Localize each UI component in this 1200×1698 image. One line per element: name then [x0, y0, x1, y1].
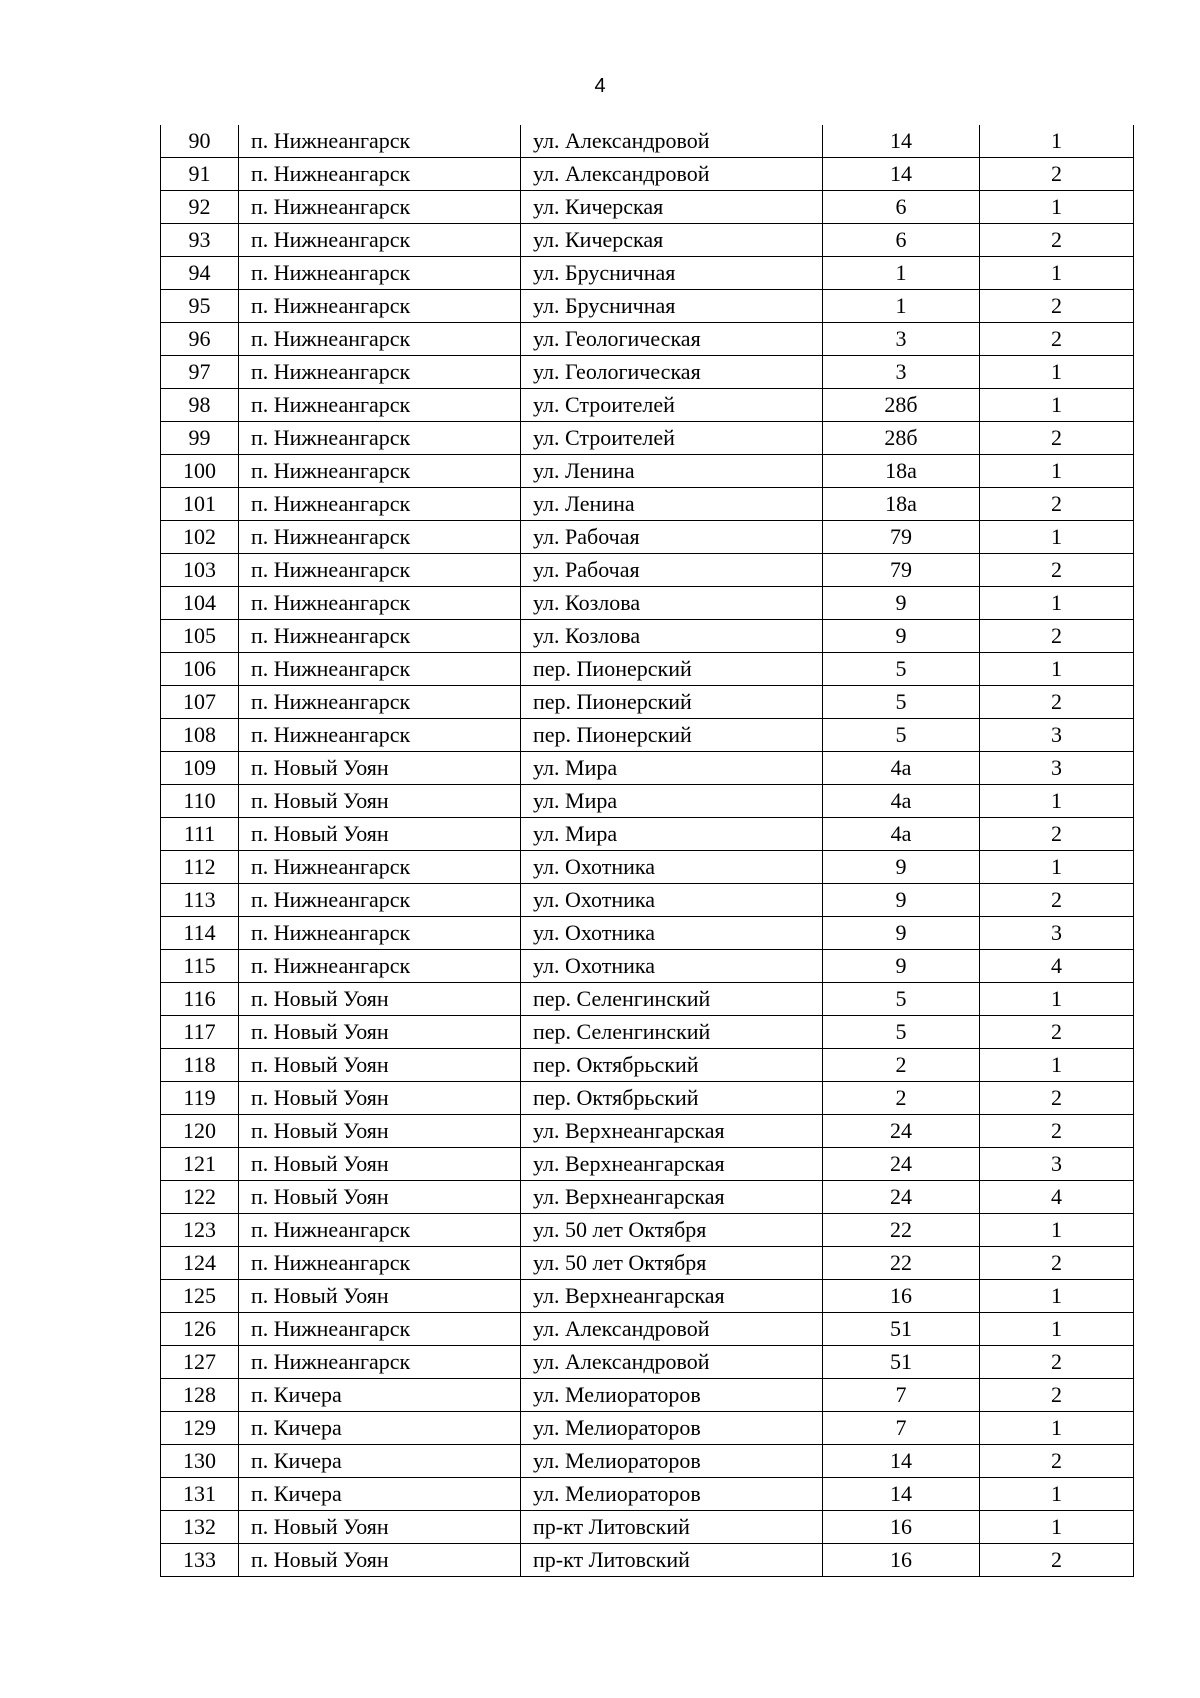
- street-cell: ул. Александровой: [521, 1313, 823, 1346]
- settlement-cell: п. Нижнеангарск: [239, 653, 521, 686]
- street-cell: пер. Октябрьский: [521, 1049, 823, 1082]
- apartment-cell: 2: [980, 554, 1134, 587]
- apartment-cell: 2: [980, 323, 1134, 356]
- house-cell: 16: [823, 1544, 980, 1577]
- apartment-cell: 2: [980, 884, 1134, 917]
- house-cell: 14: [823, 1445, 980, 1478]
- table-row: [161, 1379, 1134, 1412]
- apartment-cell: 2: [980, 422, 1134, 455]
- apartment-cell: 2: [980, 1379, 1134, 1412]
- house-cell: 24: [823, 1148, 980, 1181]
- table-row: [161, 950, 1134, 983]
- street-cell: ул. Мелиораторов: [521, 1478, 823, 1511]
- settlement-cell: п. Новый Уоян: [239, 1148, 521, 1181]
- apartment-cell: 1: [980, 191, 1134, 224]
- apartment-cell: 1: [980, 785, 1134, 818]
- table-row: [161, 587, 1134, 620]
- apartment-cell: 3: [980, 917, 1134, 950]
- street-cell: ул. Александровой: [521, 1346, 823, 1379]
- street-cell: ул. Ленина: [521, 455, 823, 488]
- row-number-cell: 115: [161, 950, 239, 983]
- settlement-cell: п. Нижнеангарск: [239, 1346, 521, 1379]
- apartment-cell: 2: [980, 1082, 1134, 1115]
- row-number-cell: 110: [161, 785, 239, 818]
- settlement-cell: п. Нижнеангарск: [239, 686, 521, 719]
- table-row: [161, 554, 1134, 587]
- settlement-cell: п. Нижнеангарск: [239, 191, 521, 224]
- house-cell: 9: [823, 950, 980, 983]
- settlement-cell: п. Новый Уоян: [239, 1049, 521, 1082]
- street-cell: ул. Верхнеангарская: [521, 1115, 823, 1148]
- settlement-cell: п. Нижнеангарск: [239, 554, 521, 587]
- table-row: [161, 1247, 1134, 1280]
- house-cell: 79: [823, 554, 980, 587]
- row-number-cell: 90: [161, 125, 239, 158]
- address-table: [160, 125, 1134, 1577]
- house-cell: 51: [823, 1346, 980, 1379]
- street-cell: ул. Ленина: [521, 488, 823, 521]
- house-cell: 24: [823, 1115, 980, 1148]
- row-number-cell: 92: [161, 191, 239, 224]
- apartment-cell: 1: [980, 653, 1134, 686]
- street-cell: пр-кт Литовский: [521, 1544, 823, 1577]
- house-cell: 51: [823, 1313, 980, 1346]
- street-cell: ул. Александровой: [521, 158, 823, 191]
- settlement-cell: п. Нижнеангарск: [239, 884, 521, 917]
- row-number-cell: 101: [161, 488, 239, 521]
- table-row: [161, 224, 1134, 257]
- street-cell: ул. Охотника: [521, 851, 823, 884]
- row-number-cell: 113: [161, 884, 239, 917]
- street-cell: ул. Козлова: [521, 620, 823, 653]
- settlement-cell: п. Новый Уоян: [239, 1082, 521, 1115]
- table-row: [161, 389, 1134, 422]
- table-row: [161, 653, 1134, 686]
- row-number-cell: 132: [161, 1511, 239, 1544]
- table-row: [161, 1049, 1134, 1082]
- settlement-cell: п. Новый Уоян: [239, 1544, 521, 1577]
- apartment-cell: 1: [980, 521, 1134, 554]
- apartment-cell: 2: [980, 158, 1134, 191]
- settlement-cell: п. Новый Уоян: [239, 752, 521, 785]
- house-cell: 22: [823, 1214, 980, 1247]
- house-cell: 4а: [823, 818, 980, 851]
- row-number-cell: 100: [161, 455, 239, 488]
- house-cell: 18а: [823, 455, 980, 488]
- apartment-cell: 1: [980, 1511, 1134, 1544]
- settlement-cell: п. Нижнеангарск: [239, 125, 521, 158]
- row-number-cell: 122: [161, 1181, 239, 1214]
- row-number-cell: 133: [161, 1544, 239, 1577]
- table-row: [161, 1445, 1134, 1478]
- apartment-cell: 1: [980, 983, 1134, 1016]
- page-number: 4: [594, 75, 606, 97]
- settlement-cell: п. Нижнеангарск: [239, 455, 521, 488]
- house-cell: 1: [823, 290, 980, 323]
- row-number-cell: 95: [161, 290, 239, 323]
- apartment-cell: 2: [980, 1544, 1134, 1577]
- street-cell: ул. Строителей: [521, 422, 823, 455]
- apartment-cell: 4: [980, 1181, 1134, 1214]
- row-number-cell: 126: [161, 1313, 239, 1346]
- settlement-cell: п. Кичера: [239, 1445, 521, 1478]
- apartment-cell: 2: [980, 686, 1134, 719]
- settlement-cell: п. Нижнеангарск: [239, 917, 521, 950]
- street-cell: пер. Пионерский: [521, 686, 823, 719]
- settlement-cell: п. Нижнеангарск: [239, 1214, 521, 1247]
- settlement-cell: п. Нижнеангарск: [239, 719, 521, 752]
- house-cell: 4а: [823, 752, 980, 785]
- row-number-cell: 103: [161, 554, 239, 587]
- row-number-cell: 111: [161, 818, 239, 851]
- table-row: [161, 356, 1134, 389]
- settlement-cell: п. Новый Уоян: [239, 1016, 521, 1049]
- settlement-cell: п. Нижнеангарск: [239, 587, 521, 620]
- row-number-cell: 120: [161, 1115, 239, 1148]
- settlement-cell: п. Нижнеангарск: [239, 389, 521, 422]
- house-cell: 5: [823, 983, 980, 1016]
- table-row: [161, 455, 1134, 488]
- table-row: [161, 851, 1134, 884]
- street-cell: ул. Мира: [521, 785, 823, 818]
- settlement-cell: п. Кичера: [239, 1412, 521, 1445]
- apartment-cell: 1: [980, 1214, 1134, 1247]
- settlement-cell: п. Нижнеангарск: [239, 521, 521, 554]
- table-row: [161, 1181, 1134, 1214]
- table-row: [161, 323, 1134, 356]
- apartment-cell: 2: [980, 1016, 1134, 1049]
- apartment-cell: 2: [980, 488, 1134, 521]
- apartment-cell: 1: [980, 389, 1134, 422]
- table-row: [161, 158, 1134, 191]
- house-cell: 22: [823, 1247, 980, 1280]
- settlement-cell: п. Кичера: [239, 1379, 521, 1412]
- table-row: [161, 1511, 1134, 1544]
- settlement-cell: п. Нижнеангарск: [239, 950, 521, 983]
- street-cell: ул. Охотника: [521, 917, 823, 950]
- table-row: [161, 1313, 1134, 1346]
- table-row: [161, 1346, 1134, 1379]
- table-row: [161, 521, 1134, 554]
- row-number-cell: 114: [161, 917, 239, 950]
- apartment-cell: 1: [980, 1313, 1134, 1346]
- table-row: [161, 290, 1134, 323]
- street-cell: ул. Мира: [521, 818, 823, 851]
- street-cell: ул. Рабочая: [521, 521, 823, 554]
- settlement-cell: п. Нижнеангарск: [239, 1247, 521, 1280]
- apartment-cell: 2: [980, 1247, 1134, 1280]
- house-cell: 6: [823, 191, 980, 224]
- row-number-cell: 105: [161, 620, 239, 653]
- apartment-cell: 1: [980, 125, 1134, 158]
- apartment-cell: 1: [980, 455, 1134, 488]
- row-number-cell: 129: [161, 1412, 239, 1445]
- street-cell: ул. 50 лет Октября: [521, 1214, 823, 1247]
- house-cell: 3: [823, 323, 980, 356]
- house-cell: 5: [823, 1016, 980, 1049]
- table-row: [161, 1280, 1134, 1313]
- row-number-cell: 125: [161, 1280, 239, 1313]
- settlement-cell: п. Новый Уоян: [239, 1115, 521, 1148]
- row-number-cell: 117: [161, 1016, 239, 1049]
- house-cell: 9: [823, 620, 980, 653]
- house-cell: 2: [823, 1082, 980, 1115]
- table-row: [161, 620, 1134, 653]
- table-row: [161, 488, 1134, 521]
- table-row: [161, 191, 1134, 224]
- house-cell: 9: [823, 587, 980, 620]
- house-cell: 24: [823, 1181, 980, 1214]
- table-row: [161, 1016, 1134, 1049]
- street-cell: ул. Охотника: [521, 950, 823, 983]
- settlement-cell: п. Нижнеангарск: [239, 224, 521, 257]
- row-number-cell: 97: [161, 356, 239, 389]
- settlement-cell: п. Нижнеангарск: [239, 851, 521, 884]
- table-row: [161, 983, 1134, 1016]
- street-cell: пер. Селенгинский: [521, 983, 823, 1016]
- house-cell: 16: [823, 1511, 980, 1544]
- street-cell: пер. Пионерский: [521, 719, 823, 752]
- settlement-cell: п. Новый Уоян: [239, 818, 521, 851]
- house-cell: 18а: [823, 488, 980, 521]
- street-cell: ул. Кичерская: [521, 191, 823, 224]
- settlement-cell: п. Новый Уоян: [239, 1181, 521, 1214]
- street-cell: ул. Мелиораторов: [521, 1445, 823, 1478]
- street-cell: ул. Геологическая: [521, 323, 823, 356]
- table-row: [161, 686, 1134, 719]
- street-cell: ул. Верхнеангарская: [521, 1181, 823, 1214]
- row-number-cell: 131: [161, 1478, 239, 1511]
- table-row: [161, 785, 1134, 818]
- row-number-cell: 109: [161, 752, 239, 785]
- settlement-cell: п. Нижнеангарск: [239, 290, 521, 323]
- row-number-cell: 128: [161, 1379, 239, 1412]
- settlement-cell: п. Нижнеангарск: [239, 422, 521, 455]
- street-cell: ул. Александровой: [521, 125, 823, 158]
- apartment-cell: 3: [980, 752, 1134, 785]
- house-cell: 16: [823, 1280, 980, 1313]
- settlement-cell: п. Нижнеангарск: [239, 323, 521, 356]
- settlement-cell: п. Нижнеангарск: [239, 620, 521, 653]
- house-cell: 9: [823, 884, 980, 917]
- house-cell: 2: [823, 1049, 980, 1082]
- row-number-cell: 91: [161, 158, 239, 191]
- house-cell: 5: [823, 719, 980, 752]
- house-cell: 6: [823, 224, 980, 257]
- street-cell: ул. Мелиораторов: [521, 1412, 823, 1445]
- table-row: [161, 1544, 1134, 1577]
- settlement-cell: п. Кичера: [239, 1478, 521, 1511]
- settlement-cell: п. Нижнеангарск: [239, 488, 521, 521]
- row-number-cell: 130: [161, 1445, 239, 1478]
- table-row: [161, 917, 1134, 950]
- street-cell: ул. 50 лет Октября: [521, 1247, 823, 1280]
- settlement-cell: п. Новый Уоян: [239, 983, 521, 1016]
- row-number-cell: 93: [161, 224, 239, 257]
- house-cell: 14: [823, 1478, 980, 1511]
- row-number-cell: 104: [161, 587, 239, 620]
- row-number-cell: 118: [161, 1049, 239, 1082]
- house-cell: 7: [823, 1412, 980, 1445]
- table-row: [161, 818, 1134, 851]
- settlement-cell: п. Новый Уоян: [239, 1511, 521, 1544]
- apartment-cell: 3: [980, 719, 1134, 752]
- house-cell: 79: [823, 521, 980, 554]
- apartment-cell: 2: [980, 1445, 1134, 1478]
- row-number-cell: 106: [161, 653, 239, 686]
- row-number-cell: 94: [161, 257, 239, 290]
- street-cell: ул. Козлова: [521, 587, 823, 620]
- house-cell: 14: [823, 125, 980, 158]
- row-number-cell: 107: [161, 686, 239, 719]
- house-cell: 28б: [823, 389, 980, 422]
- settlement-cell: п. Новый Уоян: [239, 1280, 521, 1313]
- row-number-cell: 112: [161, 851, 239, 884]
- apartment-cell: 2: [980, 224, 1134, 257]
- row-number-cell: 99: [161, 422, 239, 455]
- table-row: [161, 257, 1134, 290]
- apartment-cell: 1: [980, 257, 1134, 290]
- street-cell: ул. Брусничная: [521, 257, 823, 290]
- apartment-cell: 1: [980, 587, 1134, 620]
- apartment-cell: 2: [980, 290, 1134, 323]
- street-cell: ул. Брусничная: [521, 290, 823, 323]
- table-row: [161, 1082, 1134, 1115]
- row-number-cell: 96: [161, 323, 239, 356]
- row-number-cell: 127: [161, 1346, 239, 1379]
- table-row: [161, 1148, 1134, 1181]
- apartment-cell: 1: [980, 1412, 1134, 1445]
- street-cell: ул. Кичерская: [521, 224, 823, 257]
- street-cell: ул. Верхнеангарская: [521, 1148, 823, 1181]
- house-cell: 5: [823, 686, 980, 719]
- street-cell: ул. Строителей: [521, 389, 823, 422]
- row-number-cell: 98: [161, 389, 239, 422]
- settlement-cell: п. Нижнеангарск: [239, 158, 521, 191]
- street-cell: ул. Мира: [521, 752, 823, 785]
- street-cell: пр-кт Литовский: [521, 1511, 823, 1544]
- street-cell: пер. Октябрьский: [521, 1082, 823, 1115]
- apartment-cell: 2: [980, 620, 1134, 653]
- table-row: [161, 422, 1134, 455]
- row-number-cell: 124: [161, 1247, 239, 1280]
- apartment-cell: 1: [980, 356, 1134, 389]
- address-table-body: [161, 125, 1134, 1577]
- street-cell: пер. Селенгинский: [521, 1016, 823, 1049]
- settlement-cell: п. Нижнеангарск: [239, 356, 521, 389]
- row-number-cell: 116: [161, 983, 239, 1016]
- row-number-cell: 121: [161, 1148, 239, 1181]
- apartment-cell: 1: [980, 1478, 1134, 1511]
- apartment-cell: 2: [980, 1346, 1134, 1379]
- row-number-cell: 108: [161, 719, 239, 752]
- table-row: [161, 1214, 1134, 1247]
- table-row: [161, 884, 1134, 917]
- table-row: [161, 1412, 1134, 1445]
- street-cell: ул. Верхнеангарская: [521, 1280, 823, 1313]
- house-cell: 9: [823, 851, 980, 884]
- table-row: [161, 1115, 1134, 1148]
- street-cell: ул. Геологическая: [521, 356, 823, 389]
- row-number-cell: 119: [161, 1082, 239, 1115]
- settlement-cell: п. Новый Уоян: [239, 785, 521, 818]
- house-cell: 9: [823, 917, 980, 950]
- apartment-cell: 3: [980, 1148, 1134, 1181]
- apartment-cell: 1: [980, 1049, 1134, 1082]
- apartment-cell: 2: [980, 1115, 1134, 1148]
- apartment-cell: 1: [980, 1280, 1134, 1313]
- apartment-cell: 4: [980, 950, 1134, 983]
- row-number-cell: 123: [161, 1214, 239, 1247]
- apartment-cell: 2: [980, 818, 1134, 851]
- street-cell: ул. Мелиораторов: [521, 1379, 823, 1412]
- table-row: [161, 719, 1134, 752]
- table-row: [161, 1478, 1134, 1511]
- house-cell: 4а: [823, 785, 980, 818]
- settlement-cell: п. Нижнеангарск: [239, 1313, 521, 1346]
- table-row: [161, 125, 1134, 158]
- row-number-cell: 102: [161, 521, 239, 554]
- house-cell: 5: [823, 653, 980, 686]
- settlement-cell: п. Нижнеангарск: [239, 257, 521, 290]
- house-cell: 28б: [823, 422, 980, 455]
- street-cell: ул. Охотника: [521, 884, 823, 917]
- house-cell: 1: [823, 257, 980, 290]
- house-cell: 14: [823, 158, 980, 191]
- house-cell: 3: [823, 356, 980, 389]
- table-row: [161, 752, 1134, 785]
- street-cell: пер. Пионерский: [521, 653, 823, 686]
- house-cell: 7: [823, 1379, 980, 1412]
- apartment-cell: 1: [980, 851, 1134, 884]
- street-cell: ул. Рабочая: [521, 554, 823, 587]
